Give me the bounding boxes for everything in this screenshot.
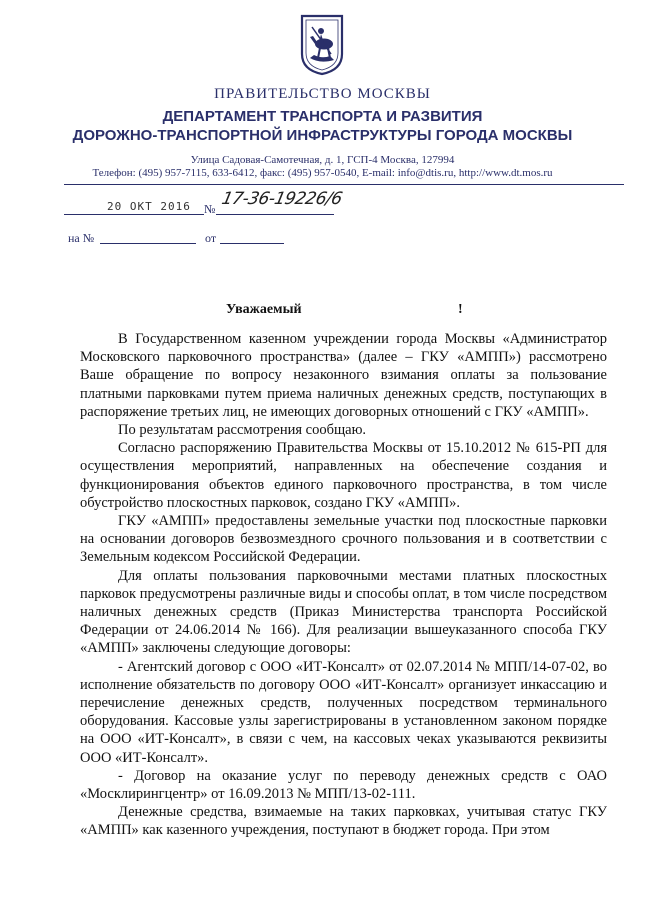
department-contacts: Телефон: (495) 957-7115, 633-6412, факс: (495) 957-0540, E-mail: info@dtis.ru, http://www.dt.mos.ru (92, 167, 553, 179)
reply-from-label: от (205, 231, 217, 245)
department-address: Улица Садовая-Самотечная, д. 1, ГСП-4 Москва, 127994 (190, 154, 455, 166)
letterhead-divider (64, 184, 624, 185)
paragraph-payment: Для оплаты пользования парковочными местами платных плоскостных парковок предусмотрены различные виды и способы оплат, в том числе посредством наличных денежных средств (Приказ Министерства транспорта Российской Федерации от 24.06.2014 № 166). Для реализации вышеуказанного способа ГКУ «АМПП» заключены следующие договоры: (80, 567, 607, 657)
paragraph-decree: Согласно распоряжению Правительства Москвы от 15.10.2012 № 615-РП для осуществления мероприятий, направленных на обеспечение создания и функционирования объектов единого парковочного пространства, в том числе обустройство плоскостных парковок, создано ГКУ «АМПП». (80, 440, 607, 511)
reply-to-number-line (100, 243, 196, 244)
number-prefix: № (204, 202, 216, 216)
reply-from-line (220, 243, 284, 244)
moscow-coat-of-arms-icon (300, 14, 344, 76)
paragraph-intro: В Государственном казенном учреждении города Москвы «Администратор Московского парковочного пространства» (далее – ГКУ «АМПП») рассмотрено Ваше обращение по вопросу незаконного взимания оплаты за пользование платными парковками путем приема наличных денежных средств, поступающих в распоряжение третьих лиц, не имеющих договорных отношений с ГКУ «АМПП». (80, 331, 607, 420)
registration-date-stamp: 20 ОКТ 2016 (107, 200, 191, 213)
paragraph-results: По результатам рассмотрения сообщаю. (118, 422, 367, 439)
paragraph-agent-contract: - Агентский договор с ООО «ИТ-Консалт» от 02.07.2014 № МПП/14-07-02, во исполнение обязательств по договору ООО «ИТ-Консалт» организует инкассацию и перечисление денежных средств, полученных посредством терминального оборудования. Кассовые узлы зарегистрированы в установленном законом порядке на ООО «ИТ-Консалт», в связи с чем, на кассовых чеках указываются реквизиты ООО «ИТ-Консалт». (80, 658, 607, 766)
government-title: ПРАВИТЕЛЬСТВО МОСКВЫ (214, 86, 431, 102)
department-title-line2: ДОРОЖНО-ТРАНСПОРТНОЙ ИНФРАСТРУКТУРЫ ГОРОДА МОСКВЫ (72, 127, 573, 144)
salutation-exclamation: ! (458, 302, 463, 317)
handwritten-outgoing-number: 17-36-19226/6 (219, 189, 344, 209)
letter-body (80, 330, 607, 840)
department-title-line1: ДЕПАРТАМЕНТ ТРАНСПОРТА И РАЗВИТИЯ (162, 108, 483, 125)
number-line (216, 214, 334, 215)
reply-to-number-label: на № (68, 231, 95, 245)
date-line (64, 214, 204, 215)
paragraph-transfer-contract: - Договор на оказание услуг по переводу денежных средств с ОАО «Москлирингцентр» от 16.09.2013 № МПП/13-02-111. (80, 767, 607, 803)
paragraph-land: ГКУ «АМПП» предоставлены земельные участки под плоскостные парковки на основании договоров безвозмездного срочного пользования и в соответствии с Земельным кодексом Российской Федерации. (80, 513, 607, 566)
paragraph-budget: Денежные средства, взимаемые на таких парковках, учитывая статус ГКУ «АМПП» как казенного учреждения, поступают в бюджет города. При этом (80, 804, 607, 839)
salutation-greeting: Уважаемый (226, 302, 302, 317)
